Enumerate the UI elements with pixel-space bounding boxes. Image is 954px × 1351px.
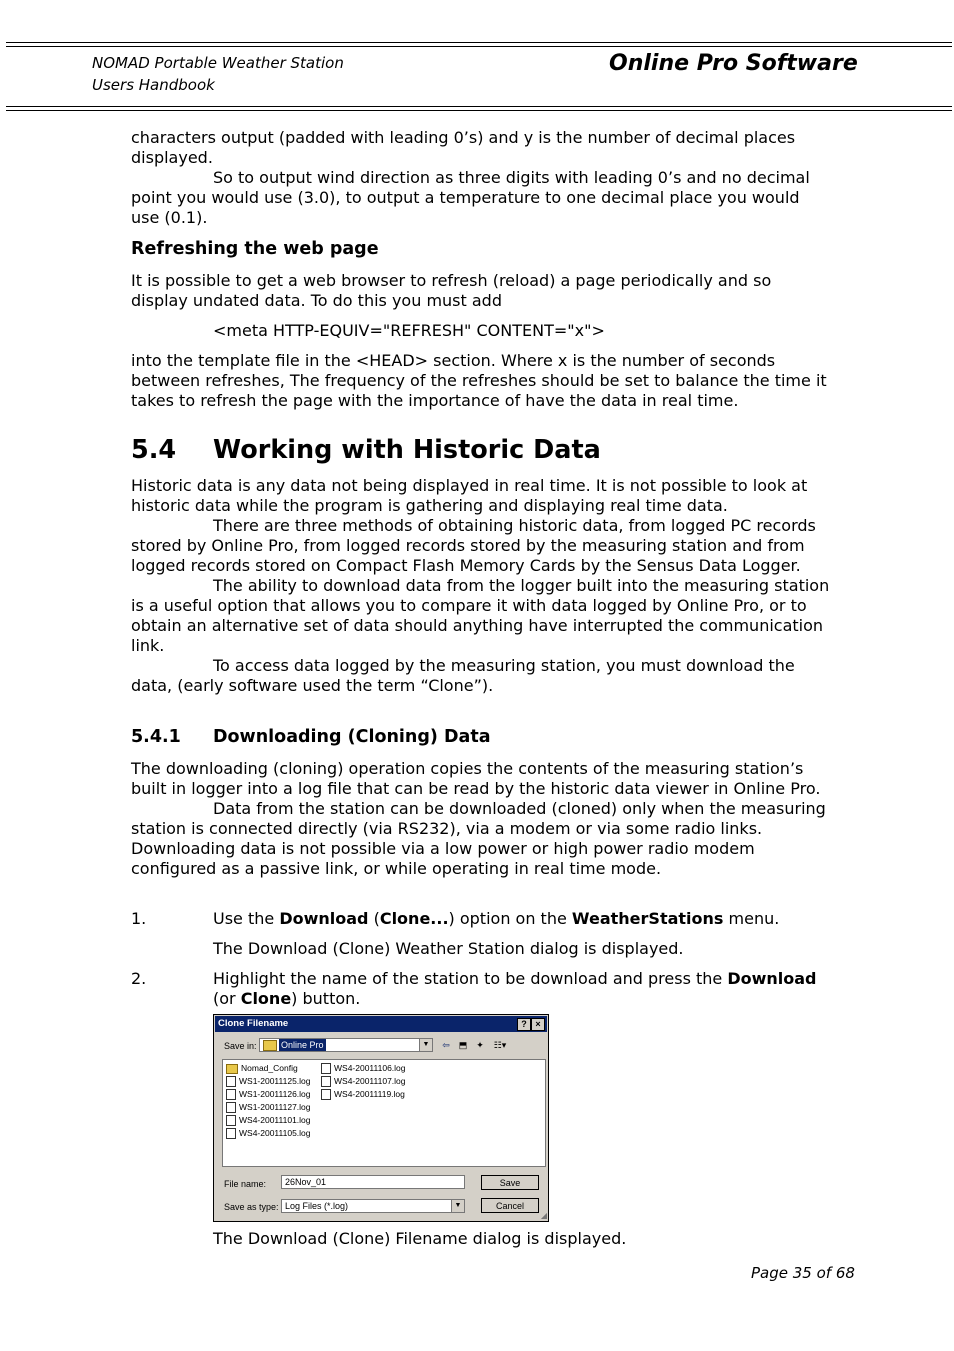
paragraph: It is possible to get a web browser to refresh (reload) a page periodically and so display undated data. To do this you must add: [131, 271, 772, 310]
save-as-type-select[interactable]: [281, 1199, 465, 1213]
step-1-result: [131, 939, 831, 959]
paragraph: There are three methods of obtaining historic data, from logged PC records stored by Online Pro, from logged records stored by the measuring station and from logged records stored on Compact Flash Memory Cards by the Sensus Data Logger.: [131, 516, 816, 575]
text: Use the: [213, 909, 280, 928]
text: ) option on the: [448, 909, 572, 928]
text: Download: [279, 909, 369, 928]
new-folder-icon[interactable]: ✦: [476, 1040, 484, 1050]
file-icon: [321, 1063, 331, 1074]
section-5-4-heading: [131, 435, 831, 465]
file-icon: [226, 1115, 236, 1126]
section-5-4-1-heading: [131, 727, 831, 747]
heading-refresh: [131, 239, 831, 259]
file-name: WS1-20011126.log: [239, 1089, 311, 1099]
list-item[interactable]: [321, 1063, 406, 1074]
paragraph: The Download (Clone) Filename dialog is displayed.: [213, 1229, 627, 1248]
list-item[interactable]: [226, 1063, 298, 1074]
save-as-type-value: Log Files (*.log): [285, 1201, 349, 1211]
text: WeatherStations: [571, 909, 724, 928]
header-rule-bottom-2: [6, 110, 952, 111]
file-icon: [226, 1076, 236, 1087]
folder-icon: [226, 1064, 238, 1074]
file-name: WS4-20011106.log: [334, 1063, 406, 1073]
list-item[interactable]: [226, 1115, 311, 1126]
list-item[interactable]: [226, 1128, 311, 1139]
paragraph: Historic data is any data not being displayed in real time. It is not possible to look at historic data while the program is gathering and displaying real time data.: [131, 476, 808, 515]
section-title: Working with Historic Data: [213, 435, 601, 465]
file-name: WS4-20011119.log: [334, 1089, 405, 1099]
text: menu.: [723, 909, 780, 928]
help-icon[interactable]: ?: [517, 1018, 531, 1031]
cancel-button[interactable]: Cancel: [481, 1198, 539, 1213]
chevron-down-icon[interactable]: ▼: [419, 1039, 432, 1051]
dialog-titlebar: [215, 1016, 547, 1032]
file-name: Nomad_Config: [241, 1063, 298, 1073]
section-title: Downloading (Cloning) Data: [213, 727, 491, 747]
close-icon[interactable]: ×: [531, 1018, 545, 1031]
code-line: <meta HTTP-EQUIV="REFRESH" CONTENT="x">: [213, 321, 605, 340]
file-name: WS4-20011105.log: [239, 1128, 311, 1138]
code-meta: [131, 321, 831, 341]
step-2: [131, 969, 831, 1009]
section-5-4-1-body: [131, 759, 831, 879]
save-in-select[interactable]: [259, 1038, 433, 1052]
save-as-type-label: Save as type:: [224, 1202, 279, 1212]
file-icon: [226, 1089, 236, 1100]
chevron-down-icon[interactable]: ▼: [451, 1200, 464, 1212]
page-number: Page 35 of 68: [751, 1264, 855, 1282]
list-item[interactable]: [226, 1076, 311, 1087]
list-item[interactable]: [226, 1089, 311, 1100]
section-number: 5.4: [131, 435, 177, 465]
step-number: 1.: [131, 909, 147, 928]
file-icon: [321, 1089, 331, 1100]
paragraph: The downloading (cloning) operation copies the contents of the measuring station’s built in logger into a log file that can be read by the historic data viewer in Online Pro.: [131, 759, 821, 798]
para-refresh: [131, 271, 831, 311]
paragraph: So to output wind direction as three digits with leading 0’s and no decimal point you would use (3.0), to output a temperature to one decimal place you would use (0.1).: [131, 168, 810, 227]
dialog-title: Clone Filename: [218, 1018, 289, 1029]
filename-label: File name:: [224, 1179, 267, 1189]
file-icon: [226, 1102, 236, 1113]
file-icon: [321, 1076, 331, 1087]
step-2-result: [131, 1229, 831, 1249]
header-rule-top: [6, 42, 952, 43]
paragraph: To access data logged by the measuring station, you must download the data, (early software used the term “Clone”).: [131, 656, 795, 695]
header-rule-top-2: [6, 46, 952, 47]
para-template: [131, 351, 831, 411]
filename-input[interactable]: 26Nov_01: [281, 1175, 465, 1189]
folder-icon: [263, 1040, 277, 1051]
header-line2: Users Handbook: [92, 76, 215, 94]
clone-filename-dialog: [213, 1014, 549, 1222]
save-in-value: Online Pro: [281, 1040, 324, 1050]
resize-grip-icon[interactable]: ◢: [540, 1211, 547, 1220]
step-number: 2.: [131, 969, 147, 988]
list-item[interactable]: [321, 1076, 406, 1087]
text: Clone: [240, 989, 292, 1008]
header-doc-info: [92, 52, 344, 96]
text: Highlight the name of the station to be download and press the: [213, 969, 728, 988]
up-folder-icon[interactable]: ⬒: [458, 1040, 468, 1050]
section-5-4-body: [131, 476, 831, 696]
header-line1: NOMAD Portable Weather Station: [92, 54, 344, 72]
paragraph: into the template file in the <HEAD> section. Where x is the number of seconds between refreshes, The frequency of the refreshes should be set to balance the time it takes to refresh the page with the importance of have the data in real time.: [131, 351, 827, 410]
file-name: WS4-20011101.log: [239, 1115, 311, 1125]
text: Clone...: [379, 909, 449, 928]
file-name: WS1-20011125.log: [239, 1076, 311, 1086]
paragraph: The Download (Clone) Weather Station dialog is displayed.: [213, 939, 684, 958]
back-icon[interactable]: ⇦: [442, 1040, 450, 1050]
text: Download: [727, 969, 817, 988]
paragraph: The ability to download data from the logger built into the measuring station is a useful option that allows you to compare it with data logged by Online Pro, or to obtain an alternative set of data should anything have interrupted the communication link.: [131, 576, 830, 655]
step-1: [131, 909, 831, 929]
list-item[interactable]: [321, 1089, 405, 1100]
para-characters: [131, 128, 831, 228]
file-list[interactable]: [222, 1059, 546, 1167]
section-number: 5.4.1: [131, 727, 181, 747]
step-2-text: [131, 969, 831, 1009]
paragraph: characters output (padded with leading 0’s) and y is the number of decimal places displayed.: [131, 128, 796, 167]
view-menu-icon[interactable]: ☷▾: [493, 1040, 507, 1050]
file-name: WS4-20011107.log: [334, 1076, 406, 1086]
text: ) button.: [291, 989, 361, 1008]
heading: Refreshing the web page: [131, 239, 379, 259]
file-icon: [226, 1128, 236, 1139]
header-rule-bottom: [6, 106, 952, 107]
text: (or: [213, 989, 241, 1008]
list-item[interactable]: [226, 1102, 311, 1113]
text: (: [368, 909, 380, 928]
file-name: WS1-20011127.log: [239, 1102, 311, 1112]
save-button[interactable]: Save: [481, 1175, 539, 1190]
save-in-label: Save in:: [224, 1041, 257, 1051]
header-title: Online Pro Software: [609, 51, 858, 76]
paragraph: Data from the station can be downloaded (cloned) only when the measuring station is connected directly (via RS232), via a modem or via some radio links. Downloading data is not possible via a low power or high power radio modem configured as a passive link, or while operating in real time mode.: [131, 799, 826, 878]
